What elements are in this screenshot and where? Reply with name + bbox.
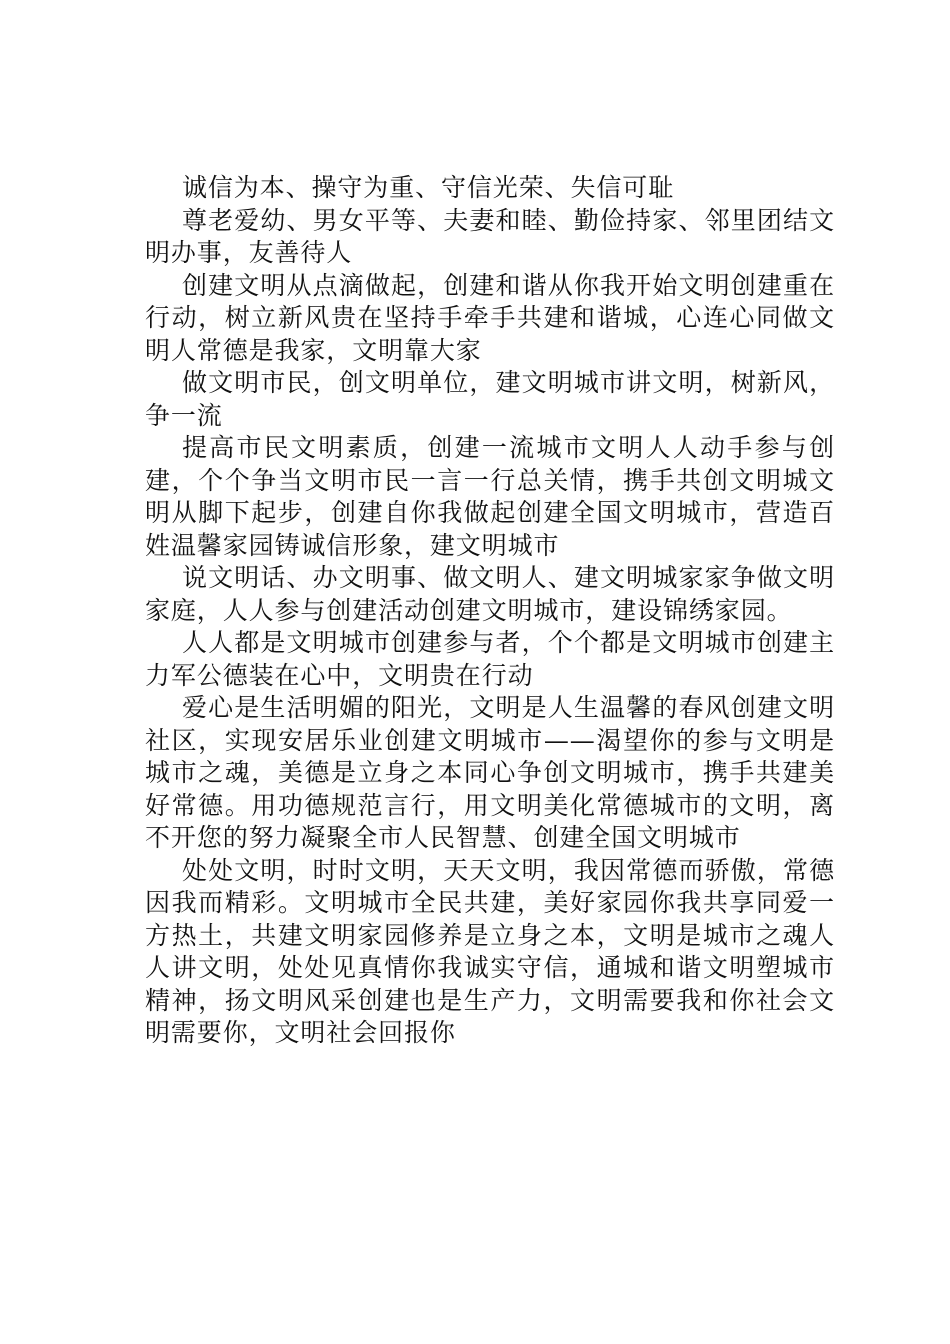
paragraph-6: 说文明话、办文明事、做文明人、建文明城家家争做文明家庭，人人参与创建活动创建文明城市，建设锦绣家园。 xyxy=(145,563,835,625)
paragraph-3: 创建文明从点滴做起，创建和谐从你我开始文明创建重在行动，树立新风贵在坚持手牵手共建和谐城，心连心同做文明人常德是我家，文明靠大家 xyxy=(145,270,835,365)
paragraph-9: 处处文明，时时文明，天天文明，我因常德而骄傲，常德因我而精彩。文明城市全民共建，美好家园你我共享同爱一方热土，共建文明家园修养是立身之本，文明是城市之魂人人讲文明，处处见真情你我诚实守信，通城和谐文明塑城市精神，扬文明风采创建也是生产力，文明需要我和你社会文明需要你，文明社会回报你 xyxy=(145,855,835,1047)
paragraph-7: 人人都是文明城市创建参与者，个个都是文明城市创建主力军公德装在心中，文明贵在行动 xyxy=(145,628,835,690)
document-body xyxy=(145,172,835,1050)
paragraph-1: 诚信为本、操守为重、守信光荣、失信可耻 xyxy=(182,173,675,202)
paragraph-4: 做文明市民，创文明单位，建文明城市讲文明，树新风，争一流 xyxy=(145,368,835,430)
paragraph-5: 提高市民文明素质，创建一流城市文明人人动手参与创建，个个争当文明市民一言一行总关情，携手共创文明城文明从脚下起步，创建自你我做起创建全国文明城市，营造百姓温馨家园铸诚信形象，建文明城市 xyxy=(145,433,835,560)
paragraph-2: 尊老爱幼、男女平等、夫妻和睦、勤俭持家、邻里团结文明办事，友善待人 xyxy=(145,205,835,267)
paragraph-8: 爱心是生活明媚的阳光，文明是人生温馨的春风创建文明社区，实现安居乐业创建文明城市——渴望你的参与文明是城市之魂，美德是立身之本同心争创文明城市，携手共建美好常德。用功德规范言行，用文明美化常德城市的文明，离不开您的努力凝聚全市人民智慧、创建全国文明城市 xyxy=(145,693,835,852)
